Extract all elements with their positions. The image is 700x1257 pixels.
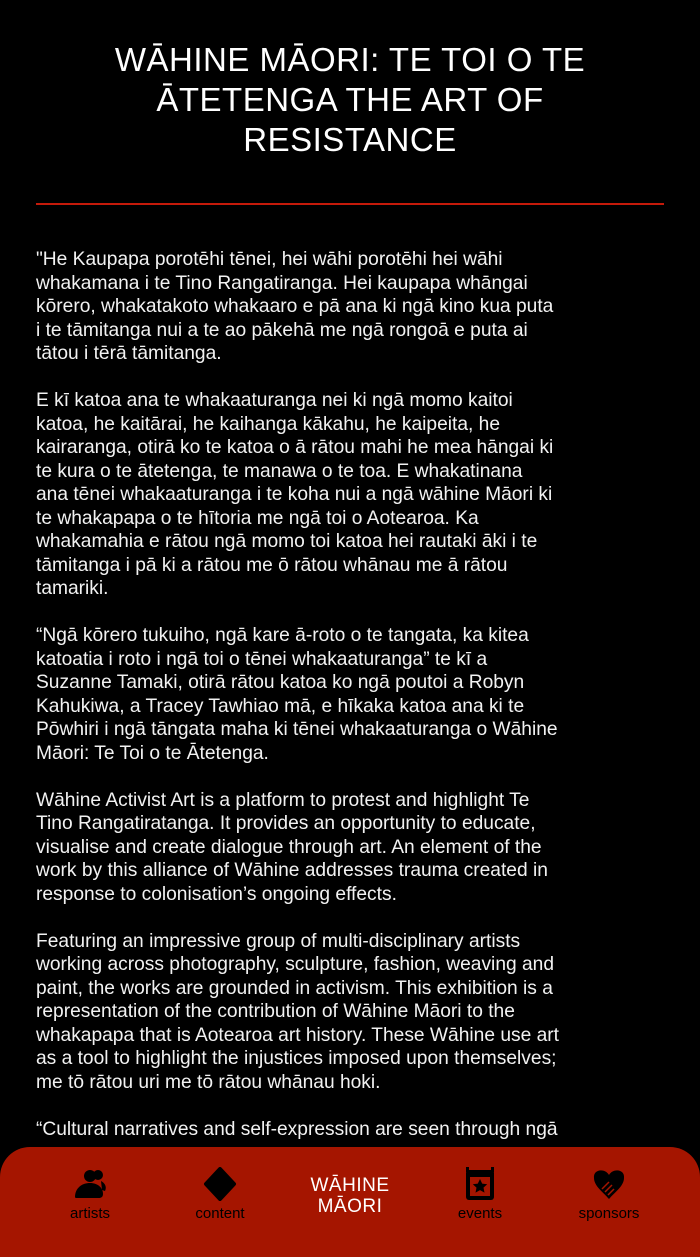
brand-line: WĀHINE	[310, 1175, 390, 1196]
paragraph-line: working across photography, sculpture, fashion, weaving and	[36, 954, 555, 975]
paragraph-line: representation of the contribution of Wāhine Māori to the	[36, 1001, 515, 1022]
paragraph-line: kōrero, whakatakoto whakaaro e pā ana ki ngā kino kua puta	[36, 296, 554, 317]
paragraph-line: te whakapapa o te hītoria me ngā toi o Aotearoa. Ka	[36, 507, 479, 529]
paragraph-line: "He Kaupapa porotēhi tēnei, hei wāhi porotēhi hei wāhi	[36, 249, 503, 270]
paragraph-line: whakapapa that is Aotearoa art history. These Wāhine use art	[36, 1024, 559, 1046]
paragraph-line: E kī katoa ana te whakaaturanga nei ki ngā momo kaitoi	[36, 390, 513, 411]
title-line: ĀTETENGA THE ART OF	[156, 81, 544, 118]
paragraph-line: paint, the works are grounded in activism. This exhibition is a	[36, 977, 553, 999]
nav-artists[interactable]	[30, 1167, 150, 1222]
paragraph	[36, 389, 676, 601]
paragraph-line: Featuring an impressive group of multi-disciplinary artists	[36, 930, 521, 952]
paragraph-line: Tino Rangatiratanga. It provides an opportunity to educate,	[36, 813, 536, 834]
title-line: RESISTANCE	[243, 121, 457, 158]
nav-content[interactable]	[160, 1167, 280, 1222]
paragraph-line: i te tāmitanga nui a te ao pākehā me ngā rongoā e puta ai	[36, 319, 528, 341]
paragraph-line: work by this alliance of Wāhine addresses trauma created in	[36, 860, 548, 881]
paragraph-line: tātou i tērā tāmitanga.	[36, 343, 222, 364]
paragraph	[36, 930, 676, 1095]
paragraph-line: ana tēnei whakaaturanga i te koha nui a ngā wāhine Māori ki	[36, 484, 553, 505]
page-title	[0, 40, 700, 160]
users-icon	[72, 1167, 108, 1201]
paragraph-line: visualise and create dialogue through art. An element of the	[36, 836, 542, 858]
brand-logo[interactable]	[290, 1175, 410, 1217]
paragraph	[36, 789, 676, 907]
nav-label: artists	[69, 1205, 110, 1222]
paragraph	[36, 624, 676, 765]
bottom-nav	[0, 1147, 700, 1257]
paragraph-line: kairaranga, otirā ko te katoa o ā rātou mahi he mea hāngai ki	[36, 437, 554, 458]
handshake-heart-icon	[591, 1167, 627, 1201]
nav-label: content	[195, 1205, 245, 1222]
paragraph-line: response to colonisation’s ongoing effects.	[36, 883, 397, 905]
paragraph-line: tāmitanga i pā ki a rātou me ō rātou whānau me ā rātou	[36, 554, 508, 576]
paragraph-line: whakamahia e rātou ngā momo toi katoa hei rautaki āki i te	[36, 531, 538, 552]
nav-sponsors[interactable]	[549, 1167, 669, 1222]
diamond-icon	[202, 1167, 238, 1201]
paragraph	[36, 1118, 676, 1142]
brand-line: MĀORI	[317, 1196, 383, 1217]
paragraph	[36, 248, 676, 366]
paragraph-line: Kahukiwa, a Tracey Tawhiao mā, e hīkaka katoa ana ki te	[36, 695, 525, 717]
paragraph-line: katoatia i roto i ngā toi o tēnei whakaaturanga” te kī a	[36, 648, 488, 670]
paragraph-line: “Cultural narratives and self-expression are seen through ngā	[36, 1118, 558, 1140]
calendar-star-icon	[462, 1167, 498, 1201]
title-divider	[36, 203, 664, 205]
paragraph-line: tamariki.	[36, 578, 109, 599]
nav-label: events	[457, 1205, 503, 1222]
paragraph-line: me tō rātou uri me tō rātou whānau hoki.	[36, 1071, 381, 1093]
paragraph-line: Māori: Te Toi o te Ātetenga.	[36, 742, 269, 764]
paragraph-line: whakamana i te Tino Rangatiranga. Hei kaupapa whāngai	[36, 272, 528, 294]
paragraph-line: “Ngā kōrero tukuiho, ngā kare ā-roto o te tangata, ka kitea	[36, 625, 529, 646]
paragraph-line: Suzanne Tamaki, otirā rātou katoa ko ngā poutoi a Robyn	[36, 672, 525, 693]
nav-events[interactable]	[420, 1167, 540, 1222]
paragraph-line: katoa, he kaitārai, he kaihanga kākahu, he kaipeita, he	[36, 413, 501, 435]
nav-label: sponsors	[578, 1205, 640, 1222]
paragraph-line: te kura o te ātetenga, te manawa o te toa. E whakatinana	[36, 460, 523, 482]
paragraph-line: Pōwhiri i ngā tāngata maha ki tēnei whakaaturanga o Wāhine	[36, 719, 558, 740]
paragraph-line: Wāhine Activist Art is a platform to protest and highlight Te	[36, 789, 530, 811]
title-line: WĀHINE MĀORI: TE TOI O TE	[114, 41, 586, 78]
paragraph-line: as a tool to highlight the injustices imposed upon themselves;	[36, 1048, 557, 1069]
article-body	[36, 248, 676, 1165]
